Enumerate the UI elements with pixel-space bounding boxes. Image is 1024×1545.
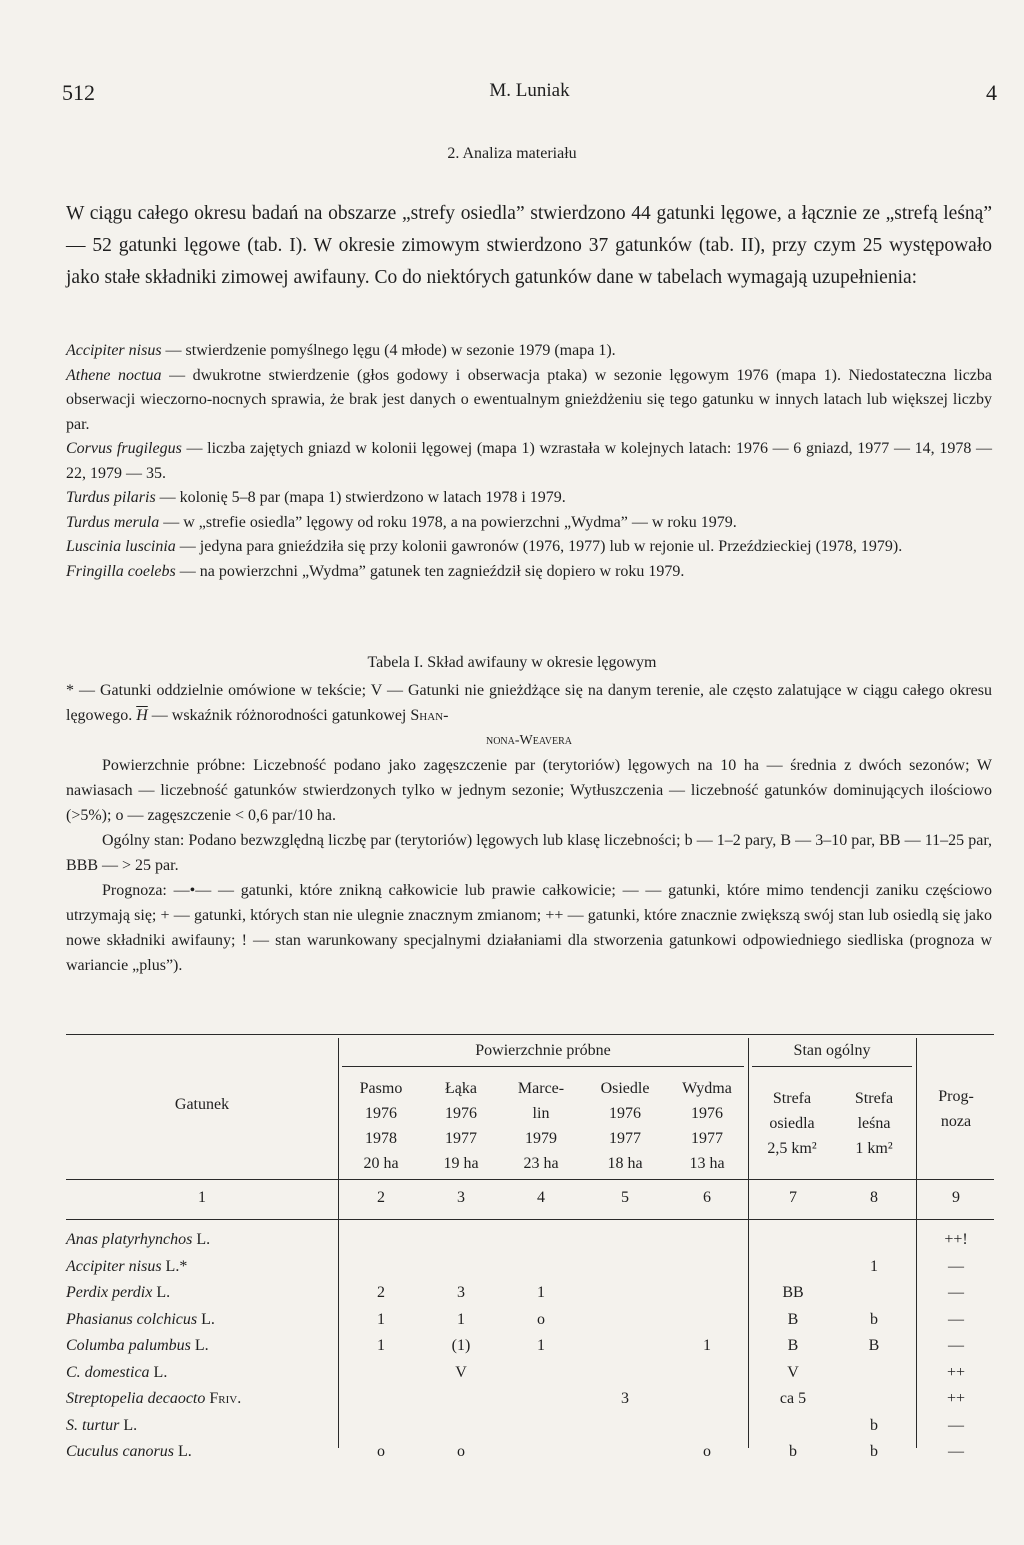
table-row-species: [66, 1231, 210, 1249]
col-header-strefa-osiedla: [752, 1086, 832, 1161]
table-row-species: [66, 1443, 192, 1461]
col-header-line: 20 ha: [363, 1155, 399, 1172]
legend-index-text: — wskaźnik różnorodności gatunkowej: [147, 707, 411, 724]
note-species: Turdus merula: [66, 513, 160, 531]
note-species: Turdus pilaris: [66, 489, 156, 506]
table-cell: 1: [457, 1310, 465, 1328]
table-number-rule: [66, 1219, 994, 1220]
table-cell: 3: [457, 1284, 465, 1301]
table-cell: 1: [703, 1337, 711, 1354]
col-header-line: noza: [940, 1113, 972, 1130]
note-text: — liczba zajętych gniazd w kolonii lęgowej (mapa 1) wzrastała w kolejnych latach: 1976 — 6 gniazd, 1977 — 14, 1978 — 22, 1979 — 35.: [66, 440, 992, 482]
page-number: 512: [62, 80, 95, 105]
group-header-powierzchnie: Powierzchnie próbne: [475, 1042, 611, 1059]
table-cell: —: [948, 1310, 964, 1328]
species-author: L.: [174, 1443, 192, 1460]
table-cell: ++: [946, 1363, 966, 1381]
table-cell: —: [948, 1284, 964, 1301]
legend-stan: Ogólny stan: Podano bezwzględną liczbę par (terytoriów) lęgowych lub klasę liczebności; b — 1–2 pary, B — 3–10 par, BB — 11–25 par, BBB — > 25 par.: [66, 832, 992, 874]
column-number: 7: [789, 1189, 797, 1206]
species-author: L.: [152, 1284, 171, 1301]
note-text: — kolonię 5–8 par (mapa 1) stwierdzono w latach 1978 i 1979.: [155, 489, 566, 506]
col-header-marcelin: [502, 1076, 580, 1176]
col-header-line: lin: [532, 1105, 550, 1122]
col-header-prognoza: [918, 1084, 994, 1134]
column-number: 5: [621, 1189, 629, 1206]
table-cell: ++: [946, 1390, 966, 1407]
note-text: — jedyna para gnieździła się przy kolonii gawronów (1976, 1977) lub w rejonie ul. Przeździeckiej (1978, 1979).: [175, 538, 903, 555]
column-number: 9: [952, 1189, 960, 1206]
species-notes: [66, 339, 992, 584]
legend-line: [66, 678, 992, 728]
group-rule: [342, 1066, 744, 1067]
table-cell: b: [789, 1443, 797, 1460]
table-cell: ca 5: [779, 1390, 807, 1407]
col-header-line: 2,5 km²: [767, 1140, 817, 1157]
col-header-line: Osiedle: [600, 1080, 650, 1097]
table-cell: b: [870, 1443, 878, 1460]
species-table: [66, 1024, 994, 1484]
table-cell: o: [457, 1443, 465, 1460]
species-author: L.*: [161, 1257, 188, 1275]
table-cell: —: [948, 1257, 964, 1275]
column-number: 6: [703, 1189, 711, 1206]
table-legend: [66, 678, 992, 978]
table-cell: b: [870, 1310, 878, 1328]
note-species: Luscinia luscinia: [66, 538, 176, 555]
body-paragraph: W ciągu całego okresu badań na obszarze „strefy osiedla” stwierdzono 44 gatunki lęgowe, a łącznie ze „strefą leśną” — 52 gatunki lęgowe (tab. I). W okresie zimowym stwierdzono 37 gatunków (tab. II), przy czym 25 występowało jako stałe składniki zimowej awifauny. Co do niektórych gatunków dane w tabelach wymagają uzupełnienia:: [66, 203, 992, 288]
col-header-line: Prog-: [938, 1088, 974, 1105]
table-cell: BB: [782, 1284, 804, 1301]
col-header-line: Strefa: [854, 1090, 894, 1107]
col-header-line: 1977: [445, 1130, 477, 1147]
table-cell: (1): [451, 1337, 471, 1354]
diversity-index-symbol: $\overline{H}$: [136, 707, 148, 724]
col-header-line: Łąka: [445, 1080, 477, 1097]
col-header-line: 1976: [609, 1105, 641, 1122]
section-number: 4: [986, 80, 997, 105]
column-divider: [748, 1038, 749, 1448]
note-item: [66, 560, 992, 585]
table-row-species: [66, 1258, 187, 1276]
note-species: Athene noctua: [66, 366, 162, 384]
table-cell: V: [455, 1363, 467, 1381]
table-cell: ++!: [944, 1231, 968, 1248]
col-header-line: 23 ha: [523, 1155, 559, 1172]
col-header-line: 1 km²: [855, 1140, 893, 1157]
col-header-line: leśna: [857, 1115, 891, 1132]
note-item: [66, 486, 992, 511]
note-species: Corvus frugilegus: [66, 440, 182, 457]
table-cell: 1: [377, 1310, 385, 1328]
species-author: L.: [149, 1363, 168, 1381]
table-row-species: [66, 1390, 241, 1408]
table-cell: —: [948, 1443, 964, 1460]
species-author: L.: [197, 1310, 215, 1328]
species-name: S. turtur: [66, 1416, 120, 1434]
table-cell: 1: [537, 1337, 545, 1354]
table-cell: 2: [377, 1284, 385, 1301]
column-number: 8: [870, 1189, 878, 1206]
legend-symbols-text: * — Gatunki oddzielnie omówione w tekście; V — Gatunki nie gnieżdżące się na danym terenie, ale często zalatujące w ciągu całego okresu lęgowego.: [66, 682, 992, 724]
note-item: [66, 364, 992, 438]
col-header-laka: [422, 1076, 500, 1176]
species-author: L.: [119, 1416, 138, 1434]
note-item: [66, 535, 992, 560]
col-header-line: 1976: [365, 1105, 397, 1122]
running-header: [62, 80, 997, 110]
running-author: M. Luniak: [489, 80, 570, 101]
col-header-line: 1977: [609, 1130, 641, 1147]
table-cell: —: [948, 1416, 964, 1434]
table-row-species: [66, 1284, 170, 1302]
species-name: Phasianus colchicus: [66, 1310, 198, 1328]
table-cell: 1: [870, 1257, 878, 1275]
col-header-line: 1977: [691, 1130, 723, 1147]
species-name: C. domestica: [66, 1363, 150, 1381]
table-row-species: [66, 1337, 209, 1355]
species-name: Perdix perdix: [66, 1284, 153, 1301]
col-header-line: Strefa: [772, 1090, 812, 1107]
table-row-species: [66, 1417, 137, 1435]
table-row-species: [66, 1364, 167, 1382]
table-cell: 3: [621, 1390, 629, 1407]
col-header-line: osiedla: [769, 1115, 815, 1132]
col-header-gatunek: Gatunek: [174, 1096, 230, 1113]
table-header-rule: [66, 1179, 994, 1180]
col-header-wydma: [668, 1076, 746, 1176]
note-text: — dwukrotne stwierdzenie (głos godowy i obserwacja ptaka) w sezonie lęgowym 1976 (mapa 1). Niedostateczna liczba obserwacji wieczorno-nocnych sprawia, że brak jest danych o ewentualnym gnieżdżeniu się tego gatunku w innych latach lub większej liczby par.: [66, 366, 992, 433]
column-number: 1: [198, 1189, 206, 1206]
table-cell: V: [787, 1363, 799, 1381]
column-number: 2: [377, 1189, 385, 1206]
table-cell: o: [377, 1443, 385, 1460]
table-cell: o: [703, 1443, 711, 1460]
col-header-strefa-lesna: [834, 1086, 914, 1161]
note-species: Fringilla coelebs: [66, 562, 176, 580]
species-author: L.: [192, 1231, 211, 1248]
species-author: Friv.: [205, 1390, 242, 1407]
legend-powierzchnie: Powierzchnie próbne: Liczebność podano jako zagęszczenie par (terytoriów) lęgowych na 10 ha — średnia z dwóch sezonów; W nawiasach — liczebność gatunków stwierdzonych tylko w jednym sezonie; Wytłuszczenia — liczebność gatunków dominujących ilościowo (>5%); o — zagęszczenie < 0,6 par/10 ha.: [66, 757, 992, 824]
legend-prognoza: Prognoza: —•— — gatunki, które znikną całkowicie lub prawie całkowicie; — — gatunki, które mimo tendencji zaniku częściowo utrzymają się; + — gatunki, których stan nie ulegnie znacznym zmianom; ++ — gatunki, które znacznie zwiększą swój stan lub osiedlą się jako nowe składniki awifauny; ! — stan warunkowany specjalnymi działaniami dla stworzenia gatunkowi odpowiedniego siedliska (prognoza w wariancie „plus”).: [66, 882, 992, 974]
group-rule: [752, 1066, 912, 1067]
col-header-line: 19 ha: [443, 1155, 479, 1172]
species-name: Anas platyrhynchos: [66, 1231, 193, 1248]
col-header-line: 18 ha: [607, 1155, 643, 1172]
column-number: 3: [457, 1189, 465, 1206]
col-header-line: Pasmo: [359, 1080, 403, 1097]
table-cell: b: [870, 1416, 878, 1434]
col-header-line: 1979: [525, 1130, 557, 1147]
column-number: 4: [537, 1189, 545, 1206]
table-cell: B: [787, 1337, 799, 1354]
section-title: 2. Analiza materiału: [447, 145, 577, 162]
species-name: Cuculus canorus: [66, 1443, 174, 1460]
legend-author-name: Shan-: [410, 707, 449, 724]
species-author: L.: [190, 1337, 209, 1354]
col-header-line: Wydma: [682, 1080, 732, 1097]
group-header-stan: Stan ogólny: [793, 1042, 871, 1059]
col-header-line: 13 ha: [689, 1155, 725, 1172]
species-name: Streptopelia decaocto: [66, 1390, 206, 1407]
species-name: Accipiter nisus: [66, 1257, 162, 1275]
note-text: — na powierzchni „Wydma” gatunek ten zagnieździł się dopiero w roku 1979.: [175, 562, 685, 580]
table-cell: B: [868, 1337, 880, 1354]
table-cell: 1: [537, 1284, 545, 1301]
species-name: Columba palumbus: [66, 1337, 191, 1354]
note-text: — stwierdzenie pomyślnego lęgu (4 młode) w sezonie 1979 (mapa 1).: [161, 342, 616, 359]
note-item: [66, 511, 992, 536]
column-divider: [338, 1038, 339, 1448]
col-header-line: 1976: [445, 1105, 477, 1122]
table-cell: B: [787, 1310, 799, 1328]
table-caption: Tabela I. Skład awifauny w okresie lęgowym: [367, 654, 657, 671]
note-item: [66, 437, 992, 486]
col-header-line: 1978: [365, 1130, 397, 1147]
table-cell: o: [537, 1310, 545, 1328]
col-header-line: 1976: [691, 1105, 723, 1122]
table-row-species: [66, 1311, 215, 1329]
col-header-osiedle: [584, 1076, 666, 1176]
column-divider: [916, 1038, 917, 1448]
note-species: Accipiter nisus: [66, 342, 162, 359]
table-cell: —: [948, 1337, 964, 1354]
table-cell: 1: [377, 1337, 385, 1354]
col-header-line: Marce-: [517, 1080, 565, 1097]
note-text: — w „strefie osiedla” lęgowy od roku 1978, a na powierzchni „Wydma” — w roku 1979.: [159, 513, 737, 531]
legend-author-name-cont: nona-Weavera: [485, 733, 573, 748]
table-top-rule: [66, 1034, 994, 1035]
col-header-pasmo: [342, 1076, 420, 1176]
note-item: [66, 339, 992, 364]
